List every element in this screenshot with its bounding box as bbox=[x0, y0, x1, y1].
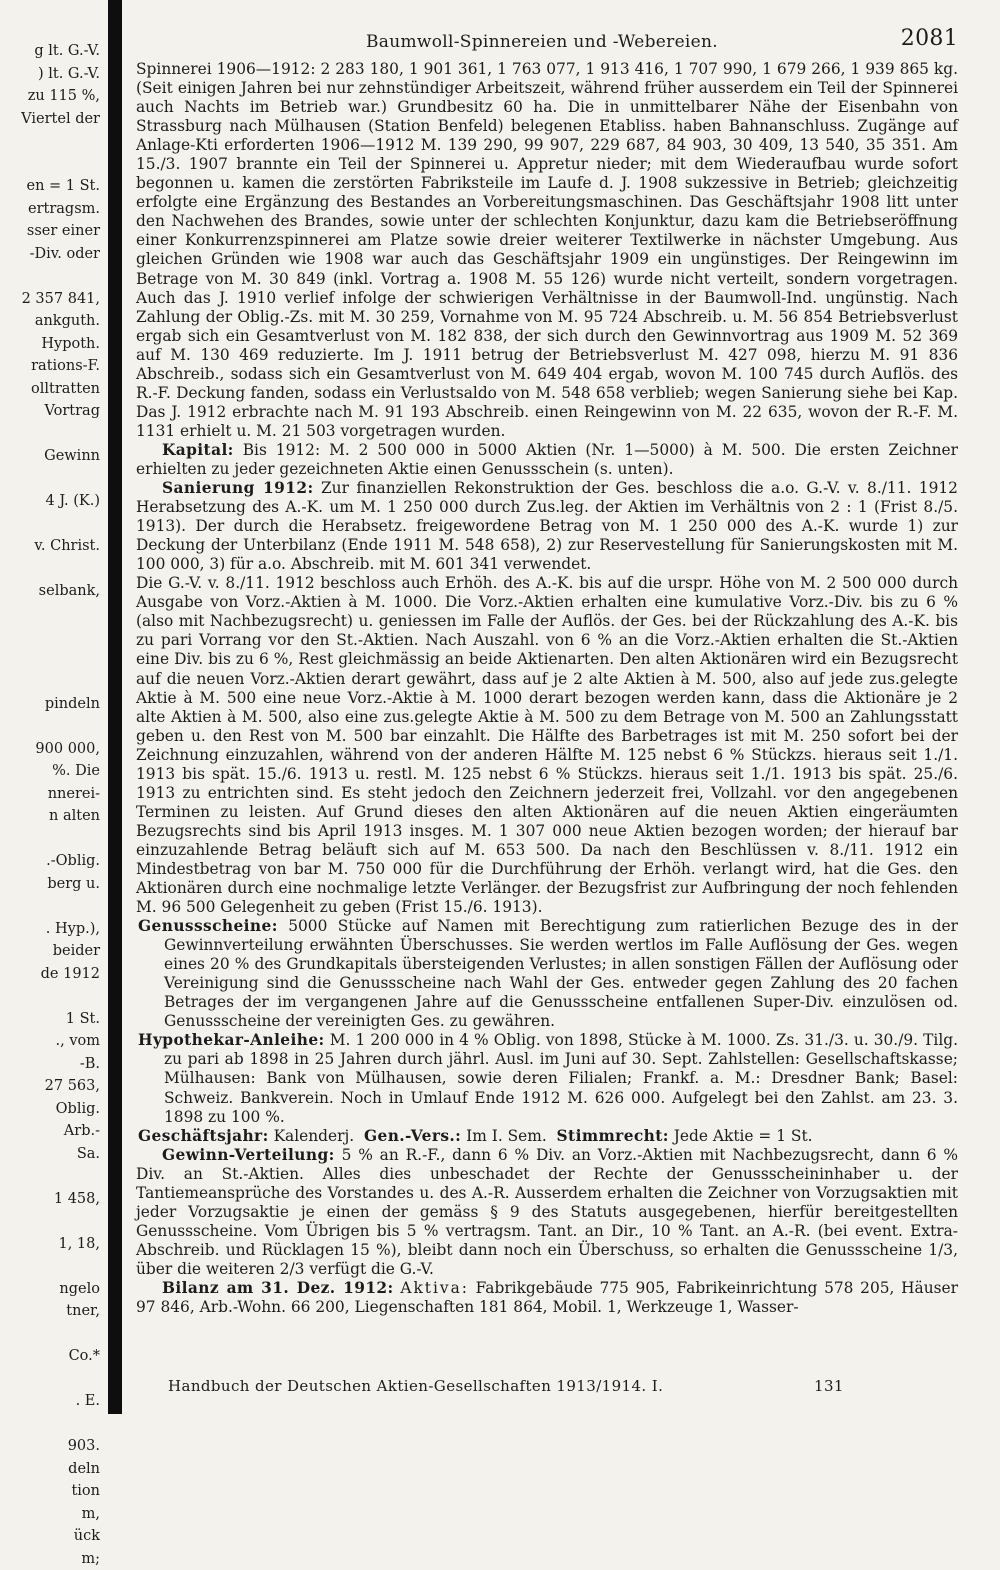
left-column-line: 903. bbox=[0, 1435, 104, 1458]
left-column-line bbox=[0, 985, 104, 1008]
left-column-line bbox=[0, 670, 104, 693]
sanierung-text: Zur finanziellen Rekonstruktion der Ges. beschloss die a.o. G.-V. v. 8./11. 1912 Herabsetzung des A.-K. um M. 1 250 000 durch Zus.leg. der Aktien im Verhältnis von 2 : 1 (Frist 8./5. 1913). Der durch die Herabsetz. freigewordene Betrag von M. 1 250 000 des A.-K. wurde 1) zur Deckung der Unterbilanz (Ende 1911 M. 548 658), 2) zur Reservestellung für Sanierungskosten mit M. 100 000, 3) für a.o. Abschreib. mit M. 601 341 verwendet. bbox=[136, 479, 958, 573]
footer-text: Handbuch der Deutschen Aktien-Gesellschaften 1913/1914. I. bbox=[168, 1377, 663, 1395]
left-column-line bbox=[0, 1323, 104, 1346]
left-column-line: 900 000, bbox=[0, 738, 104, 761]
left-column-line: tion bbox=[0, 1480, 104, 1503]
left-column-line: berg u. bbox=[0, 873, 104, 896]
geschaeftsjahr-paragraph bbox=[136, 1127, 958, 1146]
gen-vers-text: Im I. Sem. bbox=[466, 1127, 547, 1145]
left-column-line: en = 1 St. bbox=[0, 175, 104, 198]
left-column-line: ertragsm. bbox=[0, 198, 104, 221]
left-column-line: n alten bbox=[0, 805, 104, 828]
kapital-label: Kapital: bbox=[162, 441, 234, 459]
left-column-line bbox=[0, 603, 104, 626]
gen-vers-label: Gen.-Vers.: bbox=[364, 1127, 461, 1145]
running-title: Baumwoll-Spinnereien und -Webereien. bbox=[366, 32, 718, 52]
left-column-line: zu 115 %, bbox=[0, 85, 104, 108]
sanierung-paragraph bbox=[136, 479, 958, 574]
left-column-line: Gewinn bbox=[0, 445, 104, 468]
stimmrecht-label: Stimmrecht: bbox=[557, 1127, 669, 1145]
left-column-line bbox=[0, 895, 104, 918]
hypothekar-paragraph bbox=[136, 1031, 958, 1126]
article-body bbox=[136, 60, 958, 1317]
page-gutter bbox=[108, 0, 122, 1414]
left-column-line bbox=[0, 423, 104, 446]
left-column-line bbox=[0, 558, 104, 581]
genussscheine-paragraph bbox=[136, 917, 958, 1031]
left-column-line bbox=[0, 648, 104, 671]
left-column-line: m, bbox=[0, 1503, 104, 1526]
left-column-line bbox=[0, 1210, 104, 1233]
left-column-line: nnerei- bbox=[0, 783, 104, 806]
left-column-line bbox=[0, 265, 104, 288]
geschaeftsjahr-label: Geschäftsjahr: bbox=[138, 1127, 269, 1145]
left-column-line: 27 563, bbox=[0, 1075, 104, 1098]
left-column-line: Viertel der bbox=[0, 108, 104, 131]
left-column-line: .-Oblig. bbox=[0, 850, 104, 873]
left-column-line: 1, 18, bbox=[0, 1233, 104, 1256]
left-column-line: sser einer bbox=[0, 220, 104, 243]
page-number: 2081 bbox=[901, 26, 958, 51]
left-column-line: . Hyp.), bbox=[0, 918, 104, 941]
left-column-line: beider bbox=[0, 940, 104, 963]
left-column-line: de 1912 bbox=[0, 963, 104, 986]
left-column-line: Sa. bbox=[0, 1143, 104, 1166]
gewinn-verteilung-label: Gewinn-Verteilung: bbox=[162, 1146, 335, 1164]
left-column-line: . E. bbox=[0, 1390, 104, 1413]
left-column-line bbox=[0, 153, 104, 176]
left-column-line: 4 J. (K.) bbox=[0, 490, 104, 513]
footer-signature: 131 bbox=[814, 1377, 844, 1395]
left-column-line: ., vom bbox=[0, 1030, 104, 1053]
left-column-line: ück bbox=[0, 1525, 104, 1548]
left-column-line: tner, bbox=[0, 1300, 104, 1323]
genussscheine-label: Genussscheine: bbox=[138, 917, 278, 935]
left-column-line bbox=[0, 468, 104, 491]
bilanz-aktiva-label: Aktiva: bbox=[400, 1279, 469, 1297]
left-column-line: Arb.- bbox=[0, 1120, 104, 1143]
left-column-line bbox=[0, 828, 104, 851]
sanierung-label: Sanierung 1912: bbox=[162, 479, 314, 497]
left-column-line bbox=[0, 625, 104, 648]
hypothekar-label: Hypothekar-Anleihe: bbox=[138, 1031, 325, 1049]
erhoehung-paragraph: Die G.-V. v. 8./11. 1912 beschloss auch Erhöh. des A.-K. bis auf die urspr. Höhe von M. 2 500 000 durch Ausgabe von Vorz.-Aktien à M. 1000. Die Vorz.-Aktien erhalten eine kumulative Vorz.-Div. bis zu 6 % (also mit Nachbezugsrecht) u. geniessen im Falle der Auflös. der Ges. bei der Rückzahlung des A.-K. bis zu pari Vorrang vor den St.-Aktien. Nach Auszahl. von 6 % an die Vorz.-Aktien erhalten die St.-Aktien eine Div. bis zu 6 %, Rest gleichmässig an beide Aktienarten. Den alten Aktionären wird ein Bezugsrecht auf die neuen Vorz.-Aktien derart gewährt, dass auf je 2 alte Aktien à M. 500, also auf jede zus.gelegte Aktie à M. 500 eine neue Vorz.-Aktie à M. 1000 derart bezogen werden kann, dass die Aktionäre je 2 alte Aktien à M. 500, also eine zus.gelegte Aktie à M. 500 zu dem Betrage von M. 500 an Zahlungsstatt geben u. den Rest von M. 500 bar einzahlt. Die Hälfte des Barbetrages ist mit M. 250 sofort bei der Zeichnung einzuzahlen, während von der anderen Hälfte M. 125 nebst 6 % Stückzs. hieraus seit 1./1. 1913 bis spät. 15./6. 1913 u. restl. M. 125 nebst 6 % Stückzs. hieraus seit 1./1. 1913 bis spät. 25./6. 1913 zu entrichten sind. Es steht jedoch den Zeichnern jederzeit frei, Vollzahl. vor den angegebenen Terminen zu leisten. Auf Grund dieses den alten Aktionären auf die neuen Aktien eingeräumten Bezugsrechts sind bis April 1913 insges. M. 1 307 000 neue Aktien bezogen worden; der hierauf bar einzuzahlende Betrag beläuft sich auf M. 653 500. Da nach den Beschlüssen v. 8./11. 1912 ein Mindestbetrag von bar M. 750 000 für die Durchführung der Erhöh. verlangt wird, hat die Ges. den Aktionären durch eine nochmalige letzte Verlänger. der Bezugsfrist zur Aufbringung der noch fehlenden M. 96 500 Gelegenheit zu geben (Frist 15./6. 1913). bbox=[136, 574, 958, 917]
running-head bbox=[136, 20, 958, 60]
left-column-line: 2 357 841, bbox=[0, 288, 104, 311]
left-column-line: rations-F. bbox=[0, 355, 104, 378]
left-column-line: selbank, bbox=[0, 580, 104, 603]
left-column-line: deln bbox=[0, 1458, 104, 1481]
left-column-line: Vortrag bbox=[0, 400, 104, 423]
left-column-line: m; bbox=[0, 1548, 104, 1570]
left-column-line bbox=[0, 130, 104, 153]
left-column-line: pindeln bbox=[0, 693, 104, 716]
left-column-line: Hypoth. bbox=[0, 333, 104, 356]
intro-paragraph: Spinnerei 1906—1912: 2 283 180, 1 901 361, 1 763 077, 1 913 416, 1 707 990, 1 679 266, 1 939 865 kg. (Seit einigen Jahren bei nur zehnstündiger Arbeitszeit, während früher ausserdem ein Teil der Spinnerei auch Nachts im Betrieb war.) Grundbesitz 60 ha. Die in unmittelbarer Nähe der Eisenbahn von Strassburg nach Mülhausen (Station Benfeld) belegenen Etabliss. haben Bahnanschluss. Zugänge auf Anlage-Kti erforderten 1906—1912 M. 139 290, 99 907, 229 687, 84 903, 30 409, 13 540, 35 351. Am 15./3. 1907 brannte ein Teil der Spinnerei u. Appretur nieder; mit dem Wiederaufbau wurde sofort begonnen u. kamen die zerstörten Fabriksteile im Laufe d. J. 1908 sukzessive in Betrieb; gleichzeitig erfolgte eine Ergänzung des Bestandes an Vorbereitungsmaschinen. Das Geschäftsjahr 1908 litt unter den Nachwehen des Brandes, sowie unter der schlechten Konjunktur, dazu kam die Betriebseröffnung einer Konkurrenzspinnerei am Platze sowie dreier weiterer Textilwerke in nächster Umgebung. Aus gleichen Gründen wie 1908 war auch das Geschäftsjahr 1909 ein ungünstiges. Der Reingewinn im Betrage von M. 30 849 (inkl. Vortrag a. 1908 M. 55 126) wurde nicht verteilt, sondern vorgetragen. Auch das J. 1910 verlief infolge der schwierigen Verhältnisse in der Baumwoll-Ind. ungünstig. Nach Zahlung der Oblig.-Zs. mit M. 30 259, Vornahme von M. 95 724 Abschreib. u. M. 56 854 Betriebsverlust ergab sich ein Gesamtverlust von M. 182 838, der sich durch den Gewinnvortrag aus 1909 M. 52 369 auf M. 130 469 reduzierte. Im J. 1911 betrug der Betriebsverlust M. 427 098, hierzu M. 91 836 Abschreib., sodass sich ein Gesamtverlust von M. 649 404 ergab, wovon M. 100 745 durch Auflös. des R.-F. Deckung fanden, sodass ein Verlustsaldo von M. 548 658 verblieb; wegen Sanierung siehe bei Kap. Das J. 1912 erbrachte nach M. 91 193 Abschreib. einen Reingewinn von M. 22 635, wovon der R.-F. M. 1131 erhielt u. M. 21 503 vorgetragen wurden. bbox=[136, 60, 958, 441]
left-column-line bbox=[0, 1255, 104, 1278]
left-column-fragments bbox=[0, 40, 104, 1570]
geschaeftsjahr-text: Kalenderj. bbox=[274, 1127, 355, 1145]
page-main bbox=[136, 20, 958, 1317]
left-column-line: ankguth. bbox=[0, 310, 104, 333]
kapital-paragraph bbox=[136, 441, 958, 479]
bilanz-paragraph bbox=[136, 1279, 958, 1317]
left-column-line bbox=[0, 715, 104, 738]
left-column-line: Oblig. bbox=[0, 1098, 104, 1121]
gewinn-verteilung-paragraph bbox=[136, 1146, 958, 1279]
left-column-line bbox=[0, 1165, 104, 1188]
left-column-line: -B. bbox=[0, 1053, 104, 1076]
genussscheine-text: 5000 Stücke auf Namen mit Berechtigung zum ratierlichen Bezuge des in der Gewinnverteilung erwähnten Überschusses. Sie werden wertlos im Falle Auflösung der Ges. wegen eines 20 % des Grundkapitals übersteigenden Verlustes; in allen sonstigen Fällen der Auflösung oder Vereinigung sind die Genussscheine nach Wahl der Ges. entweder gegen Zahlung des 20 fachen Betrages der im vergangenen Jahre auf die Genussscheine entfallenen Super-Div. einzulösen od. Genussscheine der vereinigten Ges. zu gewähren. bbox=[164, 917, 958, 1030]
left-column-line: 1 458, bbox=[0, 1188, 104, 1211]
stimmrecht-text: Jede Aktie = 1 St. bbox=[674, 1127, 813, 1145]
left-column-line: g lt. G.-V. bbox=[0, 40, 104, 63]
bilanz-text: Fabrikgebäude 775 905, Fabrikeinrichtung 578 205, Häuser 97 846, Arb.-Wohn. 66 200, Liegenschaften 181 864, Mobil. 1, Werkzeuge 1, Wasser- bbox=[136, 1279, 958, 1316]
left-column-line: olltratten bbox=[0, 378, 104, 401]
bilanz-label: Bilanz am 31. Dez. 1912: bbox=[162, 1279, 394, 1297]
left-column-line: 1 St. bbox=[0, 1008, 104, 1031]
left-column-line bbox=[0, 513, 104, 536]
left-column-line: -Div. oder bbox=[0, 243, 104, 266]
left-column-line bbox=[0, 1368, 104, 1391]
left-column-line: Co.* bbox=[0, 1345, 104, 1368]
gewinn-verteilung-text: 5 % an R.-F., dann 6 % Div. an Vorz.-Aktien mit Nachbezugsrecht, dann 6 % Div. an St.-Aktien. Alles dies unbeschadet der Rechte der Genussscheininhaber u. der Tantiemeansprüche des Vorstandes u. des A.-R. Ausserdem erhalten die Zeichner von Vorzugsaktien mit jeder Vorzugsaktie je einen der gemäss § 9 des Statuts ausgegebenen, hierfür bereitgestellten Genussscheine. Vom Übrigen bis 5 % vertragsm. Tant. an Dir., 10 % Tant. an A.-R. (bei event. Extra-Abschreib. und Rücklagen 15 %), bleibt dann noch ein Überschuss, so erhalten die Genussscheine 1/3, über die weiteren 2/3 verfügt die G.-V. bbox=[136, 1146, 958, 1278]
hypothekar-text: M. 1 200 000 in 4 % Oblig. von 1898, Stücke à M. 1000. Zs. 31./3. u. 30./9. Tilg. zu pari ab 1898 in 25 Jahren durch jährl. Ausl. im Juni auf 30. Sept. Zahlstellen: Gesellschaftskasse; Mülhausen: Bank von Mülhausen, sowie deren Filialen; Frankf. a. M.: Dresdner Bank; Basel: Schweiz. Bankverein. Noch in Umlauf Ende 1912 M. 626 000. Aufgelegt bei den Zahlst. am 23. 3. 1898 zu 100 %. bbox=[164, 1031, 958, 1125]
left-column-line: v. Christ. bbox=[0, 535, 104, 558]
kapital-text: Bis 1912: M. 2 500 000 in 5000 Aktien (Nr. 1—5000) à M. 500. Die ersten Zeichner erhielten zu jeder gezeichneten Aktie einen Genussschein (s. unten). bbox=[136, 441, 958, 478]
left-column-line: %. Die bbox=[0, 760, 104, 783]
left-column-line: ngelo bbox=[0, 1278, 104, 1301]
left-column-line: ) lt. G.-V. bbox=[0, 63, 104, 86]
left-column-line bbox=[0, 1413, 104, 1436]
